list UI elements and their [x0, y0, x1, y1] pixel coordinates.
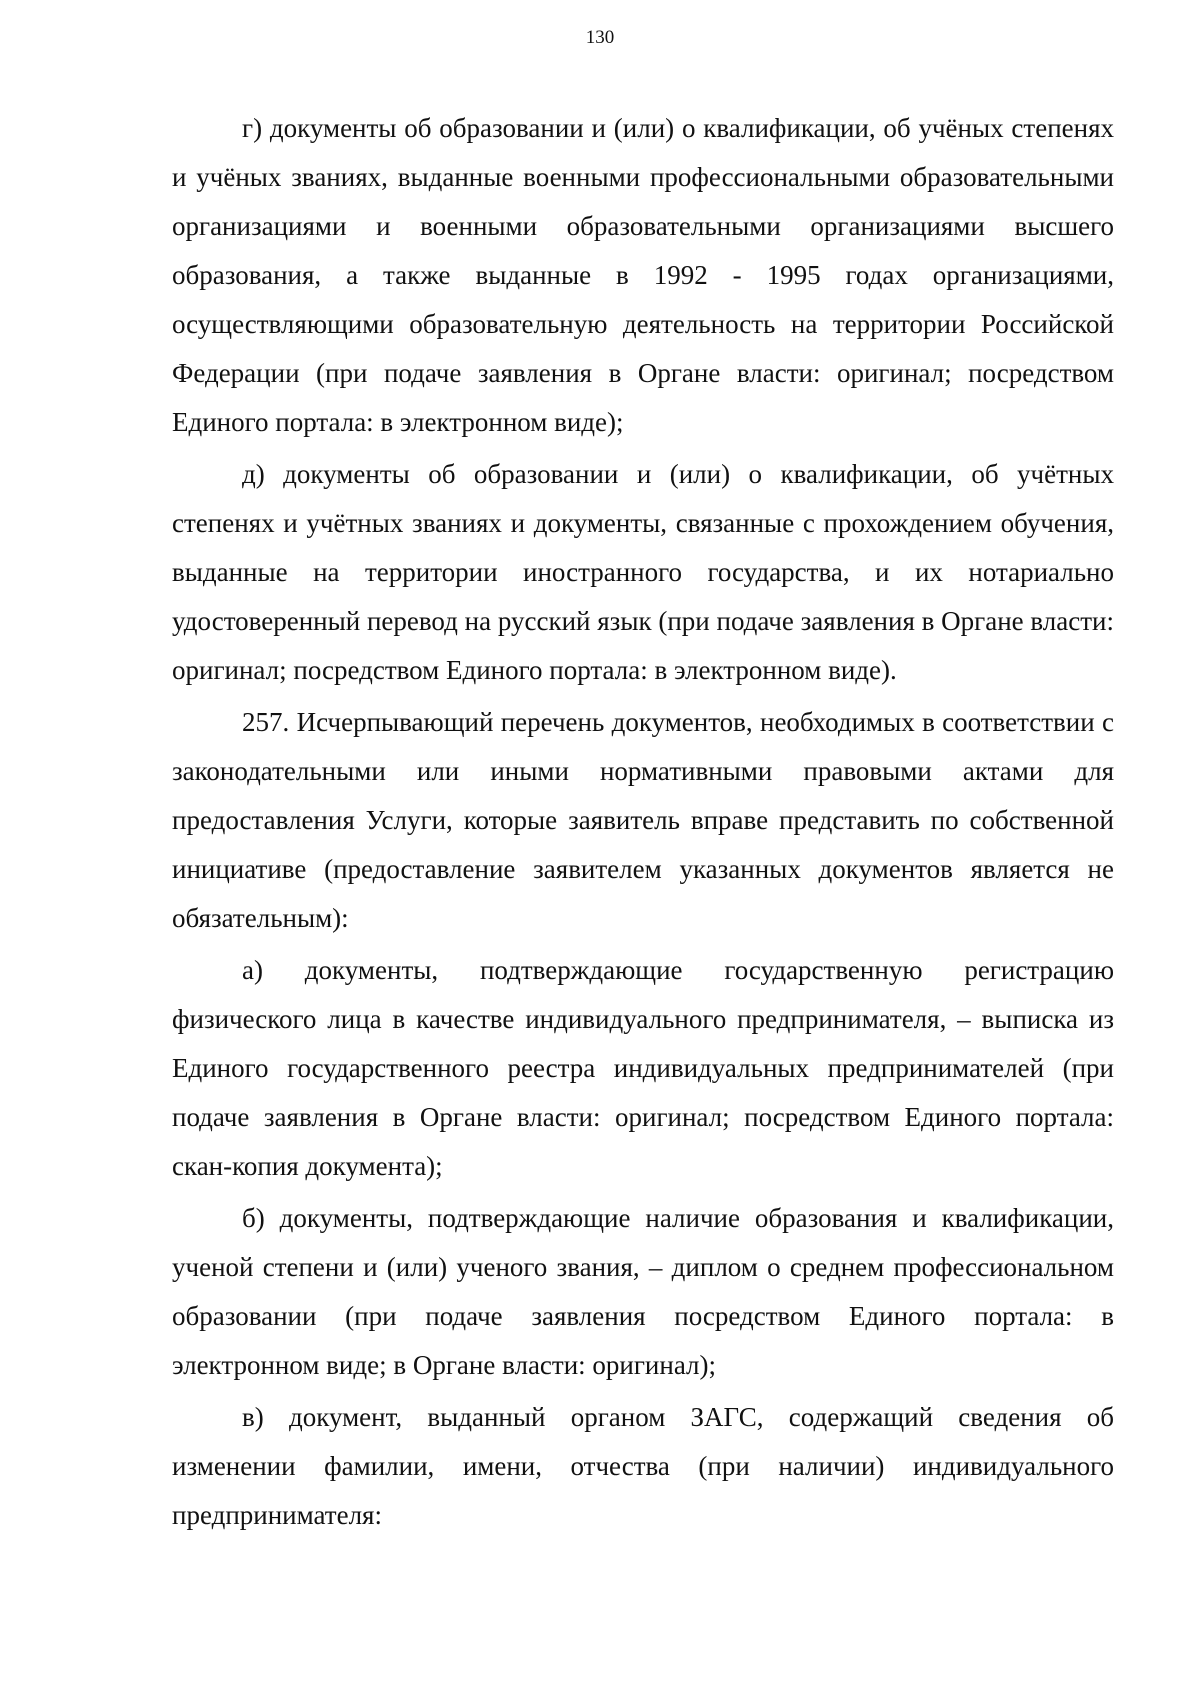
- paragraph-clause-257: 257. Исчерпывающий перечень документов, необходимых в соответствии с законодательными или иными нормативными правовыми актами для предоставления Услуги, которые заявитель вправе представить по собственной инициативе (предоставление заявителем указанных документов является не обязательным):: [172, 707, 1114, 933]
- page-number: 130: [585, 27, 615, 48]
- paragraph-item-d: д) документы об образовании и (или) о квалификации, об учётных степенях и учётных званиях и документы, связанные с прохождением обучения, выданные на территории иностранного государства, и их нотариально удостоверенный перевод на русский язык (при подаче заявления в Органе власти: оригинал; посредством Единого портала: в электронном виде).: [172, 459, 1114, 685]
- paragraph-item-b: б) документы, подтверждающие наличие образования и квалификации, ученой степени и (или) ученого звания, – диплом о среднем профессиональном образовании (при подаче заявления посредством Единого портала: в электронном виде; в Органе власти: оригинал);: [172, 1203, 1114, 1380]
- document-body: [172, 104, 1114, 1543]
- paragraph-item-g: г) документы об образовании и (или) о квалификации, об учёных степенях и учёных званиях, выданные военными профессиональными образовательными организациями и военными образовательными организациями высшего образования, а также выданные в 1992 - 1995 годах организациями, осуществляющими образовательную деятельность на территории Российской Федерации (при подаче заявления в Органе власти: оригинал; посредством Единого портала: в электронном виде);: [172, 113, 1114, 437]
- paragraph-item-v: в) документ, выданный органом ЗАГС, содержащий сведения об изменении фамилии, имени, отчества (при наличии) индивидуального предпринимателя:: [172, 1402, 1114, 1530]
- paragraph-item-a: а) документы, подтверждающие государственную регистрацию физического лица в качестве индивидуального предпринимателя, – выписка из Единого государственного реестра индивидуальных предпринимателей (при подаче заявления в Органе власти: оригинал; посредством Единого портала: скан-копия документа);: [172, 955, 1114, 1181]
